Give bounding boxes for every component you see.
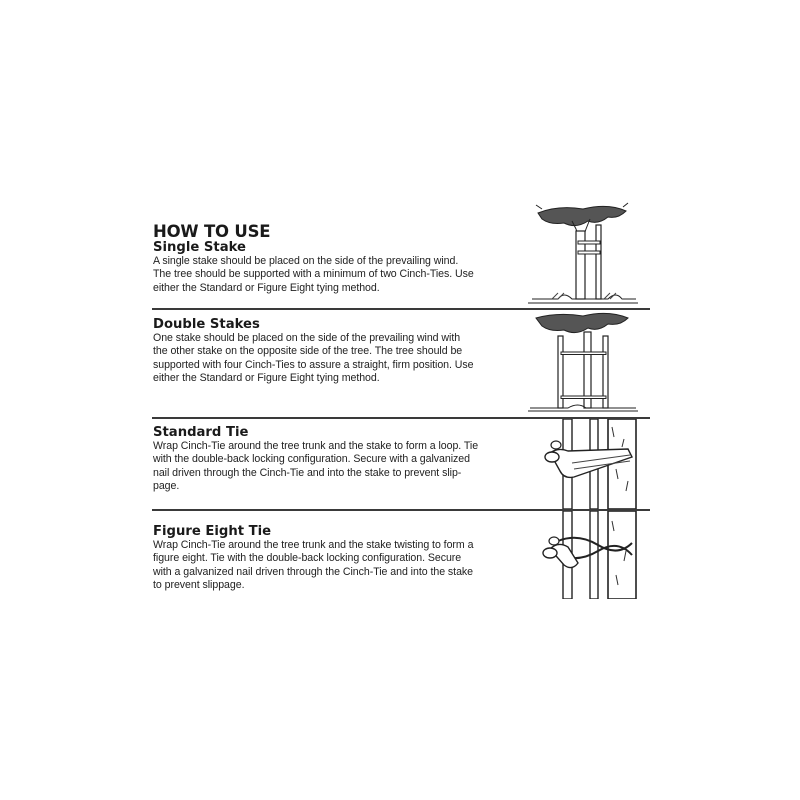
section-title: Single Stake: [153, 240, 246, 255]
section-body: [153, 539, 523, 593]
section-figure-eight-tie: [145, 511, 655, 603]
body-line: with a galvanized nail driven through the Cinch-Tie and into the stake: [153, 565, 473, 578]
body-line: the other stake on the opposite side of the tree. The tree should be: [153, 345, 463, 358]
how-to-use-sheet: [145, 195, 655, 603]
body-line: either the Standard or Figure Eight tying method.: [153, 372, 380, 385]
body-line: nail driven through the Cinch-Tie and into the stake to prevent slip-: [153, 466, 462, 479]
section-double-stakes: [145, 310, 655, 418]
body-line: Wrap Cinch-Tie around the tree trunk and the stake to form a loop. Tie: [153, 440, 479, 452]
section-standard-tie: [145, 419, 655, 509]
section-body: [153, 255, 523, 295]
body-line: figure eight. Tie with the double-back locking configuration. Secure: [153, 552, 462, 565]
body-line: either the Standard or Figure Eight tying method.: [153, 281, 380, 294]
tree-double-stakes-icon: [528, 310, 638, 414]
standard-tie-icon: [528, 419, 638, 509]
section-body: [153, 332, 523, 386]
section-body: [153, 440, 523, 494]
body-line: The tree should be supported with a minimum of two Cinch-Ties. Use: [153, 268, 474, 281]
page-title: HOW TO USE: [153, 222, 271, 241]
body-line: A single stake should be placed on the side of the prevailing wind.: [153, 255, 459, 267]
figure-eight-tie-icon: [528, 511, 638, 599]
tree-single-stake-icon: [528, 195, 638, 307]
section-title: Standard Tie: [153, 425, 249, 440]
body-line: One stake should be placed on the side of the prevailing wind with: [153, 332, 461, 344]
body-line: supported with four Cinch-Ties to assure a straight, firm position. Use: [153, 358, 474, 371]
body-line: with the double-back locking configuration. Secure with a galvanized: [153, 453, 470, 466]
section-title: Figure Eight Tie: [153, 524, 272, 539]
body-line: page.: [153, 480, 180, 493]
section-title: Double Stakes: [153, 317, 260, 332]
section-single-stake: [145, 195, 655, 307]
body-line: to prevent slippage.: [153, 579, 245, 592]
body-line: Wrap Cinch-Tie around the tree trunk and the stake twisting to form a: [153, 539, 474, 551]
